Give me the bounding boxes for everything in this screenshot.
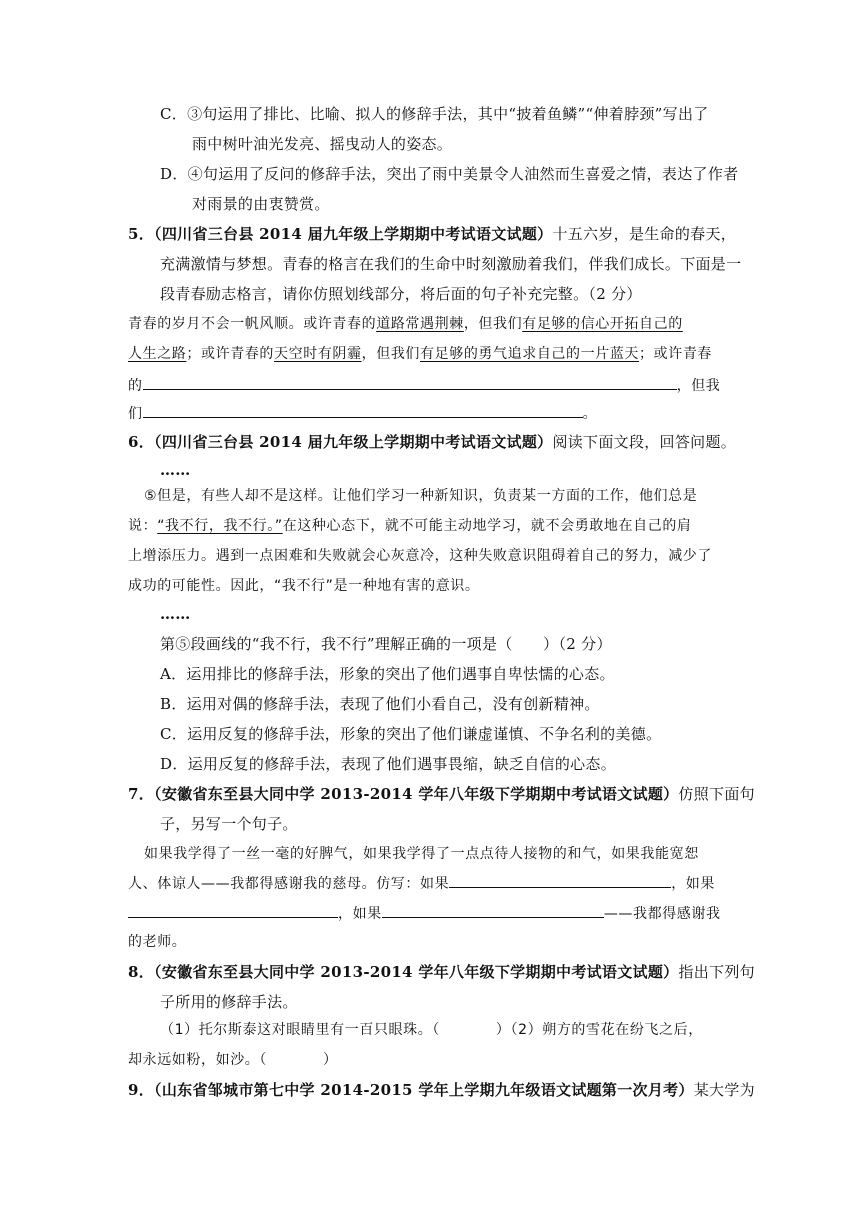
question-5-answer-line-1: 的 ，但我 (128, 374, 720, 396)
question-7-passage-line-2: 人、体谅人——我都得感谢我的慈母。仿写：如果 ，如果 (128, 872, 715, 894)
question-6-passage-line-1: ⑤但是，有些人却不是这样。让他们学习一种新知识，负责某一方面的工作，他们总是 (144, 488, 698, 504)
answer-blank[interactable] (143, 402, 583, 418)
question-number: 8． (128, 963, 155, 981)
question-8-header (128, 962, 755, 982)
question-number: 5． (128, 225, 155, 243)
question-6-option-a[interactable]: A．运用排比的修辞手法，形象的突出了他们遇事自卑怯懦的心态。 (160, 665, 615, 683)
question-5-passage-line-2: 人生之路；或许青春的天空时有阴霾，但我们有足够的勇气追求自己的一片蓝天；或许青春 (128, 346, 713, 362)
option-c-line-2: 雨中树叶油光发亮、摇曳动人的姿态。 (192, 135, 453, 153)
question-source: （安徽省东至县大同中学 2013-2014 学年八年级下学期期中考试语文试题） (154, 963, 679, 981)
underlined-phrase: 天空时有阴霾 (274, 346, 362, 362)
question-source: （四川省三台县 2014 届九年级上学期期中考试语文试题） (154, 225, 553, 243)
question-5-text-line-3: 段青春励志格言，请你仿照划线部分，将后面的句子补充完整。（2 分） (160, 285, 642, 303)
question-6-option-b[interactable]: B．运用对偶的修辞手法，表现了他们小看自己，没有创新精神。 (160, 695, 600, 713)
question-8-passage-line-2: 却永远如粉，如沙。（ ） (128, 1052, 338, 1068)
question-6-passage-line-4: 成功的可能性。因此，“我不行”是一种地有害的意识。 (128, 578, 480, 594)
question-6-option-c[interactable]: C．运用反复的修辞手法，形象的突出了他们谦虚谨慎、不争名利的美德。 (160, 725, 662, 743)
question-source: （四川省三台县 2014 届九年级上学期期中考试语文试题） (154, 433, 553, 451)
option-c-line-1: C．③句运用了排比、比喻、拟人的修辞手法，其中“披着鱼鳞”“伸着脖颈”写出了 (160, 105, 709, 123)
question-text: 仿照下面句 (678, 785, 755, 803)
underlined-phrase: 有足够的信心开拓自己的 (522, 316, 683, 332)
question-5-text-line-2: 充满激情与梦想。青春的格言在我们的生命中时刻激励着我们，伴我们成长。下面是一 (160, 255, 742, 273)
question-6-header (128, 432, 736, 452)
ellipsis: …… (160, 461, 191, 479)
question-7-passage-line-4: 的老师。 (128, 934, 187, 950)
question-number: 7． (128, 785, 155, 803)
ellipsis: …… (160, 605, 191, 623)
question-7-text-line-2: 子，另写一个句子。 (160, 815, 298, 833)
question-6-prompt: 第⑤段画线的“我不行，我不行”理解正确的一项是（ ）（2 分） (160, 635, 612, 653)
question-text: 指出下列句 (678, 963, 755, 981)
question-9-header (128, 1080, 755, 1100)
underlined-phrase: “我不行，我不行。” (157, 518, 283, 534)
question-5-answer-line-2: 们 。 (128, 402, 597, 424)
question-5-passage-line-1: 青春的岁月不会一帆风顺。或许青春的道路常遇荆棘，但我们有足够的信心开拓自己的 (128, 316, 683, 332)
option-d-line-1: D．④句运用了反问的修辞手法，突出了雨中美景令人油然而生喜爱之情，表达了作者 (160, 165, 739, 183)
answer-blank[interactable] (449, 872, 671, 888)
option-d-line-2: 对雨景的由衷赞赏。 (192, 195, 330, 213)
underlined-phrase: 人生之路 (128, 346, 187, 362)
question-8-passage-line-1: （1）托尔斯泰这对眼睛里有一百只眼珠。（ ）（2）朔方的雪花在纷飞之后， (160, 1022, 703, 1038)
answer-blank[interactable] (143, 374, 677, 390)
question-6-passage-line-2: 说：“我不行，我不行。”在这种心态下，就不可能主动地学习，就不会勇敢地在自己的肩 (128, 518, 692, 534)
question-7-passage-line-3: ，如果 ——我都得感谢我 (128, 902, 721, 924)
question-8-text-line-2: 子所用的修辞手法。 (160, 993, 298, 1011)
question-text: 十五六岁，是生命的春天， (552, 225, 737, 243)
question-6-option-d[interactable]: D．运用反复的修辞手法，表现了他们遇事畏缩，缺乏自信的心态。 (160, 755, 617, 773)
question-number: 9． (128, 1081, 155, 1099)
question-number: 6． (128, 433, 155, 451)
question-5-header (128, 224, 736, 244)
question-text: 某大学为 (693, 1081, 755, 1099)
answer-blank[interactable] (382, 902, 604, 918)
answer-blank[interactable] (128, 902, 338, 918)
question-source: （山东省邹城市第七中学 2014-2015 学年上学期九年级语文试题第一次月考） (154, 1081, 694, 1099)
underlined-phrase: 道路常遇荆棘 (376, 316, 464, 332)
question-6-passage-line-3: 上增添压力。遇到一点困难和失败就会心灰意冷，这种失败意识阻碍着自己的努力，减少了 (128, 548, 712, 564)
question-7-passage-line-1: 如果我学得了一丝一毫的好脾气，如果我学得了一点点待人接物的和气，如果我能宽恕 (144, 846, 699, 862)
question-source: （安徽省东至县大同中学 2013-2014 学年八年级下学期期中考试语文试题） (154, 785, 679, 803)
question-text: 阅读下面文段，回答问题。 (552, 433, 737, 451)
underlined-phrase: 有足够的勇气追求自己的一片蓝天 (420, 346, 640, 362)
question-7-header (128, 784, 755, 804)
